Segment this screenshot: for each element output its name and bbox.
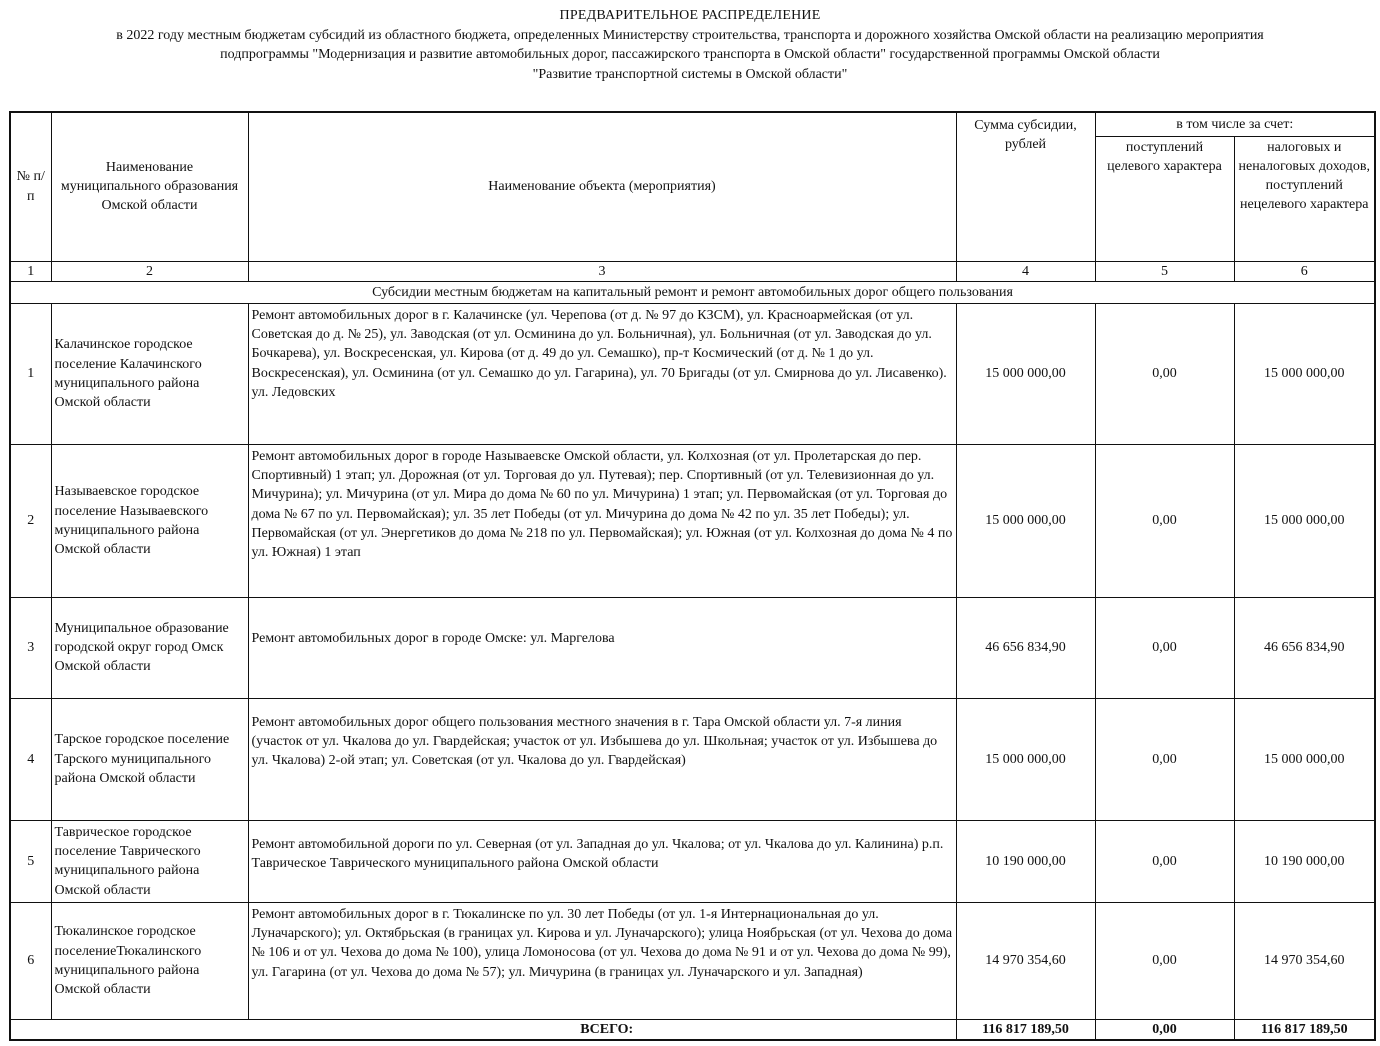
col-index: 3: [248, 261, 956, 281]
col-header-including: в том числе за счет:: [1095, 112, 1375, 136]
row-targeted: 0,00: [1095, 303, 1234, 444]
row-municipality: Таврическое городское поселение Таврического муниципального района Омской области: [51, 820, 248, 902]
row-sum: 15 000 000,00: [956, 444, 1095, 597]
total-taxes: 116 817 189,50: [1234, 1019, 1375, 1040]
row-targeted: 0,00: [1095, 902, 1234, 1019]
col-index: 6: [1234, 261, 1375, 281]
row-object: Ремонт автомобильных дорог общего пользования местного значения в г. Тара Омской области ул. 7-я линия (участок от ул. Чкалова до ул. Гвардейская; участок от ул. Избышева до ул. Школьная; участок от ул. Избышева до ул. Чкалова) 2-ой этап; ул. Советская (от ул. Чкалова до ул. Гвардейская): [248, 698, 956, 820]
document-subtitle-line1: в 2022 году местным бюджетам субсидий из областного бюджета, определенных Министерству строительства, транспорта и дорожного хозяйства Омской области на реализацию мероприятия: [116, 27, 1264, 43]
distribution-table: [9, 111, 1376, 1041]
row-municipality: Муниципальное образование городской округ город Омск Омской области: [51, 597, 248, 698]
table-row: [10, 444, 1375, 597]
col-index: 4: [956, 261, 1095, 281]
row-taxes: 10 190 000,00: [1234, 820, 1375, 902]
total-targeted: 0,00: [1095, 1019, 1234, 1040]
table-row: [10, 303, 1375, 444]
row-number: 3: [10, 597, 51, 698]
col-index: 5: [1095, 261, 1234, 281]
section-row: [10, 281, 1375, 303]
section-title: Субсидии местным бюджетам на капитальный ремонт и ремонт автомобильных дорог общего пользования: [10, 281, 1375, 303]
row-taxes: 15 000 000,00: [1234, 303, 1375, 444]
row-object: Ремонт автомобильных дорог в городе Называевске Омской области, ул. Колхозная (от ул. Пролетарская до пер. Спортивный) 1 этап; ул. Дорожная (от ул. Торговая до ул. Путевая); пер. Спортивный (от ул. Телевизионная до ул. Мичурина); ул. Мичурина (от ул. Мира до дома № 60 по ул. Мичурина) 1 этап; ул. Первомайская (от ул. Торговая до дома № 67 по ул. Первомайская); ул. 35 лет Победы (от ул. Мичурина до дома № 42 по ул. 35 лет Победы); ул. Первомайская (от ул. Энергетиков до дома № 218 по ул. Первомайская); ул. Южная (от ул. Колхозная до дома № 4 по ул. Южная) 1 этап: [248, 444, 956, 597]
table-row: [10, 597, 1375, 698]
row-municipality: Калачинское городское поселение Калачинского муниципального района Омской области: [51, 303, 248, 444]
row-sum: 46 656 834,90: [956, 597, 1095, 698]
col-header-no: № п/п: [10, 112, 51, 261]
document-subtitle-line2: подпрограммы "Модернизация и развитие автомобильных дорог, пассажирского транспорта в Омской области" государственной программы Омской области: [220, 47, 1160, 62]
total-label: ВСЕГО:: [10, 1019, 956, 1040]
col-header-targeted: поступлений целевого характера: [1095, 136, 1234, 261]
row-targeted: 0,00: [1095, 820, 1234, 902]
row-sum: 15 000 000,00: [956, 698, 1095, 820]
row-object: Ремонт автомобильных дорог в г. Калачинске (ул. Черепова (от д. № 97 до КЗСМ), ул. Красноармейская (от ул. Советская до д. № 25), ул. Заводская (от ул. Осминина до ул. Больничная), ул. Больничная (от ул. Заводская до ул. Бочкарева), ул. Воскресенская, ул. Кирова (от д. 49 до ул. Семашко), пр-т Космический (от д. № 1 до ул. Воскресенская), ул. Осминина (от ул. Семашко до ул. Гагарина), ул. 70 Бригады (от ул. Смирнова до ул. Лисавенко). ул. Ледовских: [248, 303, 956, 444]
row-taxes: 15 000 000,00: [1234, 444, 1375, 597]
table-row: [10, 698, 1375, 820]
row-municipality: Тарское городское поселение Тарского муниципального района Омской области: [51, 698, 248, 820]
row-taxes: 46 656 834,90: [1234, 597, 1375, 698]
total-sum: 116 817 189,50: [956, 1019, 1095, 1040]
row-taxes: 15 000 000,00: [1234, 698, 1375, 820]
row-object: Ремонт автомобильных дорог в г. Тюкалинске по ул. 30 лет Победы (от ул. 1-я Интернациональная до ул. Луначарского); ул. Октябрьская (в границах ул. Кирова и ул. Луначарского); улица Ноябрьская (от ул. Чехова до дома № 106 и от ул. Чехова до дома № 100), улица Ломоносова (от ул. Чехова до дома № 91 и от ул. Чехова до дома № 99), ул. Гагарина (от ул. Чехова до дома № 57); ул. Мичурина (в границах ул. Луначарского и ул. Западная): [248, 902, 956, 1019]
document-subtitle-line3: "Развитие транспортной системы в Омской области": [532, 66, 848, 82]
row-number: 5: [10, 820, 51, 902]
document-header: [0, 6, 1380, 84]
table-row: [10, 820, 1375, 902]
row-sum: 10 190 000,00: [956, 820, 1095, 902]
col-index: 1: [10, 261, 51, 281]
row-object: Ремонт автомобильных дорог в городе Омске: ул. Маргелова: [248, 597, 956, 698]
col-header-object: Наименование объекта (мероприятия): [248, 112, 956, 261]
row-municipality: Тюкалинское городское поселениеТюкалинского муниципального района Омской области: [51, 902, 248, 1019]
row-targeted: 0,00: [1095, 698, 1234, 820]
row-targeted: 0,00: [1095, 444, 1234, 597]
row-object: Ремонт автомобильной дороги по ул. Северная (от ул. Западная до ул. Чкалова; от ул. Чкалова до ул. Калинина) р.п. Таврическое Таврического муниципального района Омской области: [248, 820, 956, 902]
column-index-row: [10, 261, 1375, 281]
row-number: 6: [10, 902, 51, 1019]
col-header-sum: Сумма субсидии, рублей: [956, 112, 1095, 261]
header-row-1: [10, 112, 1375, 136]
col-header-municipality: Наименование муниципального образования Омской области: [51, 112, 248, 261]
row-sum: 15 000 000,00: [956, 303, 1095, 444]
row-number: 4: [10, 698, 51, 820]
col-header-taxes: налоговых и неналоговых доходов, поступлений нецелевого характера: [1234, 136, 1375, 261]
row-targeted: 0,00: [1095, 597, 1234, 698]
total-row: [10, 1019, 1375, 1040]
row-taxes: 14 970 354,60: [1234, 902, 1375, 1019]
row-municipality: Называевское городское поселение Называевского муниципального района Омской области: [51, 444, 248, 597]
col-index: 2: [51, 261, 248, 281]
table-row: [10, 902, 1375, 1019]
row-sum: 14 970 354,60: [956, 902, 1095, 1019]
row-number: 2: [10, 444, 51, 597]
row-number: 1: [10, 303, 51, 444]
document-title: ПРЕДВАРИТЕЛЬНОЕ РАСПРЕДЕЛЕНИЕ: [559, 8, 821, 23]
